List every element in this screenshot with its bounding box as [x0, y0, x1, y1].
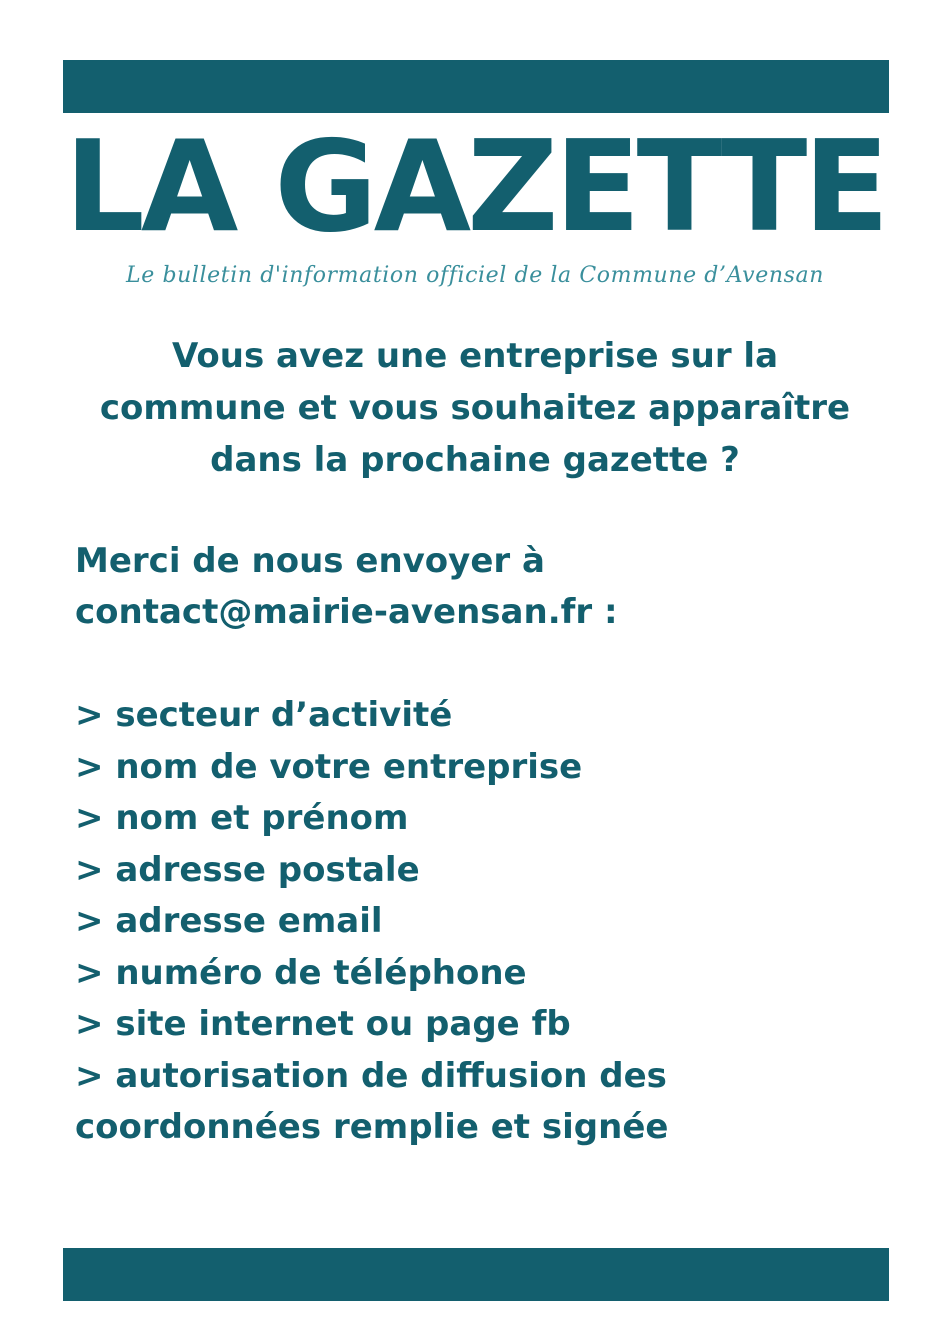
- bottom-banner-bar: [63, 1248, 889, 1301]
- masthead-subtitle: Le bulletin d'information officiel de la Commune d’Avensan: [126, 263, 824, 288]
- list-item-postal-address: > adresse postale: [75, 849, 420, 890]
- question-line: commune et vous souhaitez apparaître: [99, 388, 851, 428]
- list-item-phone-number: > numéro de téléphone: [75, 952, 527, 993]
- required-info-list: [75, 690, 915, 1154]
- list-item-full-name: > nom et prénom: [75, 798, 409, 838]
- instructions-line: Merci de nous envoyer à: [75, 541, 545, 581]
- instructions-block: [75, 536, 895, 638]
- question-line: Vous avez une entreprise sur la: [171, 336, 779, 376]
- list-item-sector: > secteur d’activité: [75, 695, 453, 735]
- question-line: dans la prochaine gazette ?: [210, 440, 740, 480]
- question-block: [40, 330, 910, 486]
- top-banner-bar: [63, 60, 889, 113]
- list-item-website: > site internet ou page fb: [75, 1004, 571, 1044]
- list-item-email-address: > adresse email: [75, 901, 383, 941]
- masthead-title: LA GAZETTE: [64, 113, 886, 260]
- list-item-authorization-continued: coordonnées remplie et signée: [75, 1107, 669, 1147]
- list-item-company-name: > nom de votre entreprise: [75, 746, 583, 787]
- contact-email: contact@mairie-avensan.fr :: [75, 592, 618, 632]
- list-item-authorization: > autorisation de diffusion des: [75, 1055, 667, 1096]
